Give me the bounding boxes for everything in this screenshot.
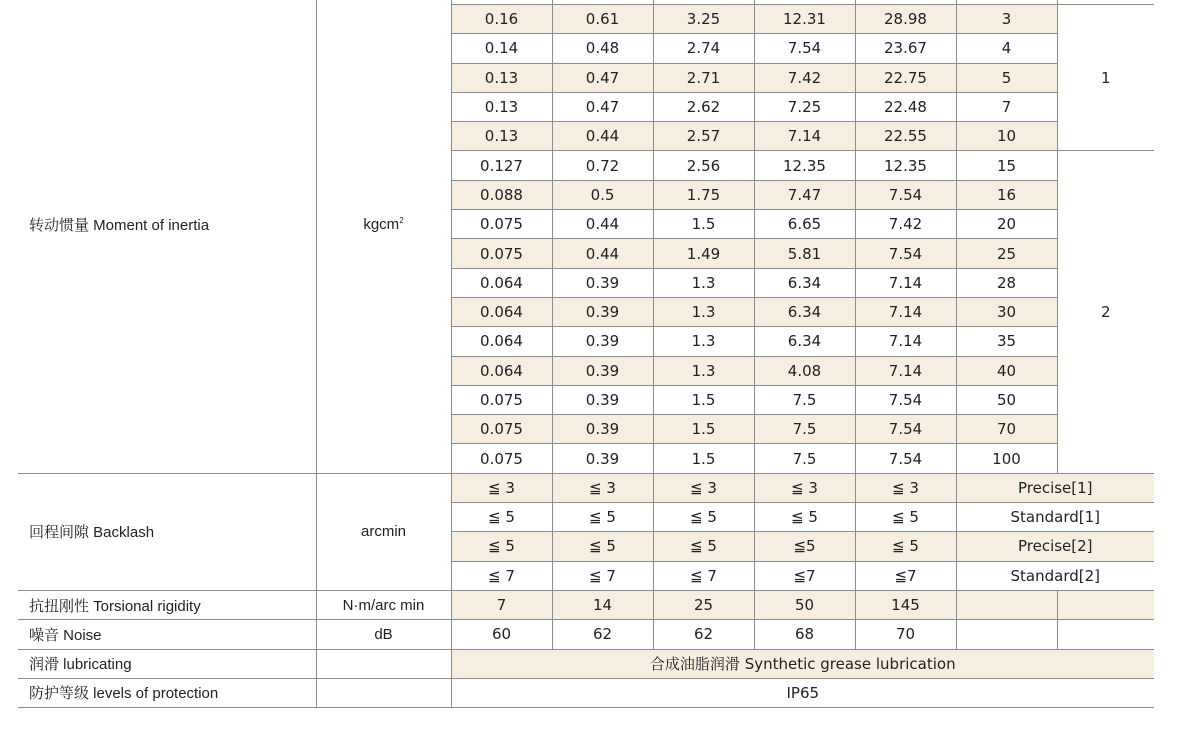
backlash-value: ≦7: [754, 561, 855, 590]
inertia-value: 7.47: [754, 180, 855, 209]
torsional-value: 50: [754, 590, 855, 619]
lubricating-label: 润滑 lubricating: [18, 649, 316, 678]
inertia-value: 7.14: [855, 268, 956, 297]
table-row: [18, 649, 1154, 678]
protection-unit: [316, 678, 451, 707]
backlash-value: ≦ 3: [754, 473, 855, 502]
inertia-value: 6.65: [754, 210, 855, 239]
torsional-value: 25: [653, 590, 754, 619]
stage-count-cell: 1: [1057, 5, 1154, 151]
ratio-value: 10: [956, 122, 1057, 151]
inertia-value: 28.98: [855, 5, 956, 34]
backlash-value: ≦ 5: [552, 503, 653, 532]
backlash-value: ≦ 3: [653, 473, 754, 502]
backlash-unit: arcmin: [316, 473, 451, 590]
backlash-value: ≦ 5: [451, 532, 552, 561]
inertia-value: 6.34: [754, 327, 855, 356]
stage-count-cell: 2: [1057, 151, 1154, 473]
inertia-value: 0.075: [451, 385, 552, 414]
inertia-value: 3.25: [653, 5, 754, 34]
table-row: [18, 473, 1154, 502]
inertia-value: 0.39: [552, 327, 653, 356]
inertia-value: 0.47: [552, 63, 653, 92]
backlash-value: ≦5: [754, 532, 855, 561]
precision-grade: Standard[2]: [956, 561, 1154, 590]
inertia-value: 12.31: [754, 5, 855, 34]
inertia-value: 7.14: [754, 122, 855, 151]
inertia-value: 0.44: [552, 239, 653, 268]
inertia-value: 7.14: [855, 297, 956, 326]
inertia-value: 6.34: [754, 268, 855, 297]
inertia-value: 1.3: [653, 297, 754, 326]
inertia-value: 0.13: [451, 122, 552, 151]
inertia-value: 7.54: [855, 444, 956, 473]
ratio-value: 35: [956, 327, 1057, 356]
inertia-value: 0.075: [451, 415, 552, 444]
ratio-value: 50: [956, 385, 1057, 414]
inertia-value: 7.54: [855, 385, 956, 414]
ratio-value: 30: [956, 297, 1057, 326]
backlash-label: 回程间隙 Backlash: [29, 524, 155, 542]
inertia-value: 5.81: [754, 239, 855, 268]
table-row: [18, 590, 1154, 619]
empty-cell: [956, 590, 1057, 619]
inertia-value: 1.3: [653, 268, 754, 297]
inertia-value: 22.75: [855, 63, 956, 92]
backlash-value: ≦ 5: [855, 503, 956, 532]
inertia-value: 0.075: [451, 444, 552, 473]
inertia-label-cell: [18, 0, 316, 473]
precision-grade: Precise[2]: [956, 532, 1154, 561]
inertia-value: 7.42: [754, 63, 855, 92]
inertia-value: 22.55: [855, 122, 956, 151]
inertia-value: 7.5: [754, 385, 855, 414]
backlash-value: ≦ 5: [855, 532, 956, 561]
ratio-value: 20: [956, 210, 1057, 239]
inertia-unit-superscript: 2: [399, 215, 404, 225]
inertia-value: 1.5: [653, 385, 754, 414]
spec-table: [18, 0, 1154, 708]
table-row: [18, 678, 1154, 707]
empty-cell: [1057, 620, 1154, 649]
inertia-value: 1.5: [653, 210, 754, 239]
inertia-value: 0.39: [552, 297, 653, 326]
backlash-value: ≦ 3: [451, 473, 552, 502]
torsional-unit: N·m/arc min: [316, 590, 451, 619]
inertia-value: 0.064: [451, 327, 552, 356]
inertia-value: 6.34: [754, 297, 855, 326]
inertia-value: 0.075: [451, 210, 552, 239]
inertia-value: 0.39: [552, 268, 653, 297]
ratio-value: 40: [956, 356, 1057, 385]
inertia-value: 22.48: [855, 92, 956, 121]
inertia-value: 0.47: [552, 92, 653, 121]
inertia-value: 0.127: [451, 151, 552, 180]
inertia-value: 0.44: [552, 122, 653, 151]
inertia-value: 0.064: [451, 356, 552, 385]
inertia-value: 2.71: [653, 63, 754, 92]
inertia-value: 7.14: [855, 356, 956, 385]
lubricating-unit: [316, 649, 451, 678]
ratio-value: 15: [956, 151, 1057, 180]
torsional-label: 抗扭刚性 Torsional rigidity: [18, 590, 316, 619]
inertia-value: 12.35: [855, 151, 956, 180]
backlash-value: ≦ 3: [552, 473, 653, 502]
ratio-value: 28: [956, 268, 1057, 297]
backlash-value: ≦ 5: [552, 532, 653, 561]
inertia-value: 0.064: [451, 297, 552, 326]
protection-value: IP65: [451, 678, 1154, 707]
ratio-value: 70: [956, 415, 1057, 444]
backlash-value: ≦ 7: [653, 561, 754, 590]
inertia-value: 0.088: [451, 180, 552, 209]
ratio-value: 7: [956, 92, 1057, 121]
ratio-value: 16: [956, 180, 1057, 209]
ratio-value: 5: [956, 63, 1057, 92]
inertia-value: 1.3: [653, 356, 754, 385]
empty-cell: [956, 620, 1057, 649]
inertia-unit-cell: [316, 0, 451, 473]
precision-grade: Precise[1]: [956, 473, 1154, 502]
backlash-value: ≦7: [855, 561, 956, 590]
noise-value: 62: [552, 620, 653, 649]
inertia-value: 1.5: [653, 415, 754, 444]
torsional-value: 145: [855, 590, 956, 619]
ratio-value: 3: [956, 5, 1057, 34]
empty-cell: [1057, 590, 1154, 619]
backlash-value: ≦ 3: [855, 473, 956, 502]
precision-grade: Standard[1]: [956, 503, 1154, 532]
backlash-value: ≦ 7: [552, 561, 653, 590]
inertia-value: 7.54: [855, 415, 956, 444]
inertia-value: 0.13: [451, 92, 552, 121]
noise-label: 噪音 Noise: [18, 620, 316, 649]
lubricating-value: 合成油脂润滑 Synthetic grease lubrication: [451, 649, 1154, 678]
torsional-value: 14: [552, 590, 653, 619]
inertia-value: 0.075: [451, 239, 552, 268]
inertia-value: 1.3: [653, 327, 754, 356]
inertia-value: 0.44: [552, 210, 653, 239]
backlash-value: ≦ 5: [653, 532, 754, 561]
backlash-label-cell: [18, 473, 316, 590]
inertia-value: 0.48: [552, 34, 653, 63]
inertia-value: 0.13: [451, 63, 552, 92]
inertia-value: 7.5: [754, 415, 855, 444]
backlash-value: ≦ 5: [653, 503, 754, 532]
torsional-value: 7: [451, 590, 552, 619]
inertia-value: 0.5: [552, 180, 653, 209]
inertia-value: 0.39: [552, 415, 653, 444]
noise-value: 70: [855, 620, 956, 649]
inertia-value: 0.39: [552, 356, 653, 385]
inertia-value: 0.72: [552, 151, 653, 180]
ratio-value: 100: [956, 444, 1057, 473]
inertia-unit: kgcm: [363, 215, 400, 233]
inertia-value: 0.39: [552, 385, 653, 414]
inertia-value: 0.064: [451, 268, 552, 297]
inertia-value: 4.08: [754, 356, 855, 385]
inertia-value: 0.14: [451, 34, 552, 63]
inertia-value: 7.25: [754, 92, 855, 121]
inertia-value: 0.61: [552, 5, 653, 34]
inertia-value: 7.14: [855, 327, 956, 356]
inertia-value: 2.56: [653, 151, 754, 180]
inertia-value: 7.42: [855, 210, 956, 239]
inertia-value: 12.35: [754, 151, 855, 180]
inertia-value: 7.54: [855, 180, 956, 209]
table-row: [18, 620, 1154, 649]
inertia-value: 0.39: [552, 444, 653, 473]
inertia-value: 2.62: [653, 92, 754, 121]
noise-unit: dB: [316, 620, 451, 649]
backlash-value: ≦ 5: [754, 503, 855, 532]
inertia-value: 0.16: [451, 5, 552, 34]
inertia-value: 1.5: [653, 444, 754, 473]
noise-value: 68: [754, 620, 855, 649]
protection-label: 防护等级 levels of protection: [18, 678, 316, 707]
inertia-value: 7.54: [855, 239, 956, 268]
inertia-value: 7.54: [754, 34, 855, 63]
inertia-value: 1.75: [653, 180, 754, 209]
ratio-value: 25: [956, 239, 1057, 268]
inertia-value: 2.74: [653, 34, 754, 63]
inertia-value: 23.67: [855, 34, 956, 63]
inertia-value: 7.5: [754, 444, 855, 473]
inertia-label: 转动惯量 Moment of inertia: [29, 216, 210, 234]
noise-value: 60: [451, 620, 552, 649]
backlash-value: ≦ 7: [451, 561, 552, 590]
noise-value: 62: [653, 620, 754, 649]
ratio-value: 4: [956, 34, 1057, 63]
inertia-value: 1.49: [653, 239, 754, 268]
inertia-value: 2.57: [653, 122, 754, 151]
backlash-value: ≦ 5: [451, 503, 552, 532]
